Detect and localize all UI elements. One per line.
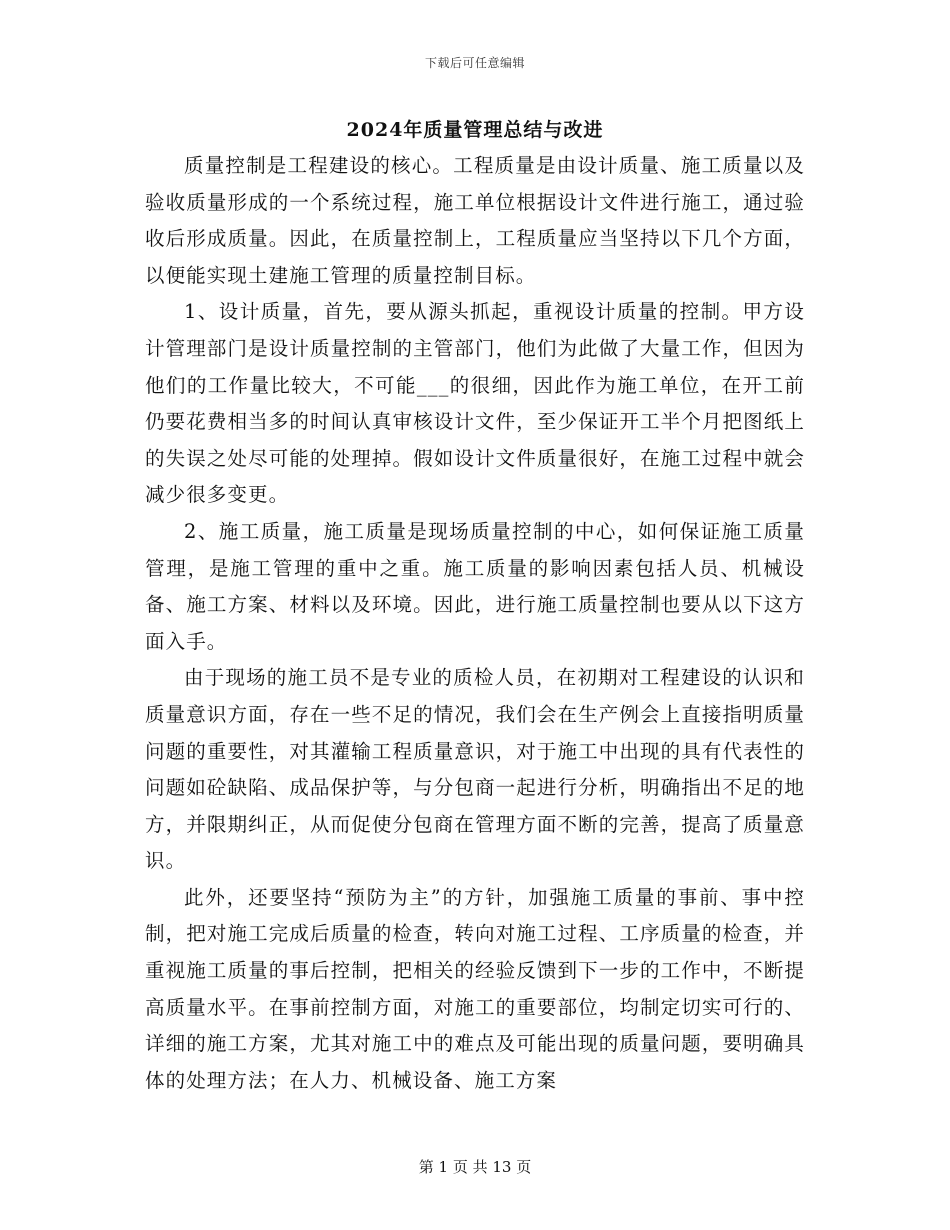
header-note: 下载后可任意编辑 — [424, 56, 525, 70]
paragraph-quality-awareness: 由于现场的施工员不是专业的质检人员，在初期对工程建设的认识和质量意识方面，存在一些不足的情况，我们会在生产例会上直接指明质量问题的重要性，对其灌输工程质量意识，对于施工中出现的具有代表性的问题如砼缺陷、成品保护等，与分包商一起进行分析，明确指出不足的地方，并限期纠正，从而促使分包商在管理方面不断的完善，提高了质量意识。 — [145, 666, 805, 873]
paragraph-construction-quality: 2、施工质量，施工质量是现场质量控制的中心，如何保证施工质量管理，是施工管理的重中之重。施工质量的影响因素包括人员、机械设备、施工方案、材料以及环境。因此，进行施工质量控制也要从以下这方面入手。 — [145, 519, 805, 653]
page-footer: 第 1 页 共 13 页 — [418, 1158, 532, 1176]
paragraph-design-quality: 1、设计质量，首先，要从源头抓起，重视设计质量的控制。甲方设计管理部门是设计质量控制的主管部门，他们为此做了大量工作，但因为他们的工作量比较大，不可能___的很细，因此作为施工单位，在开工前仍要花费相当多的时间认真审核设计文件，至少保证开工半个月把图纸上的失误之处尽可能的处理掉。假如设计文件质量很好，在施工过程中就会减少很多变更。 — [145, 300, 805, 507]
paragraph-intro: 质量控制是工程建设的核心。工程质量是由设计质量、施工质量以及验收质量形成的一个系统过程，施工单位根据设计文件进行施工，通过验收后形成质量。因此，在质量控制上，工程质量应当坚持以下几个方面，以便能实现土建施工管理的质量控制目标。 — [145, 154, 805, 287]
paragraph-prevention: 此外，还要坚持“预防为主”的方针，加强施工质量的事前、事中控制，把对施工完成后质量的检查，转向对施工过程、工序质量的检查，并重视施工质量的事后控制，把相关的经验反馈到下一步的工作中，不断提高质量水平。在事前控制方面，对施工的重要部位，均制定切实可行的、详细的施工方案，尤其对施工中的难点及可能出现的质量问题，要明确具体的处理方法；在人力、机械设备、施工方案 — [145, 885, 805, 1092]
document-body — [145, 148, 805, 1099]
document-title: 2024年质量管理总结与改进 — [346, 119, 604, 141]
